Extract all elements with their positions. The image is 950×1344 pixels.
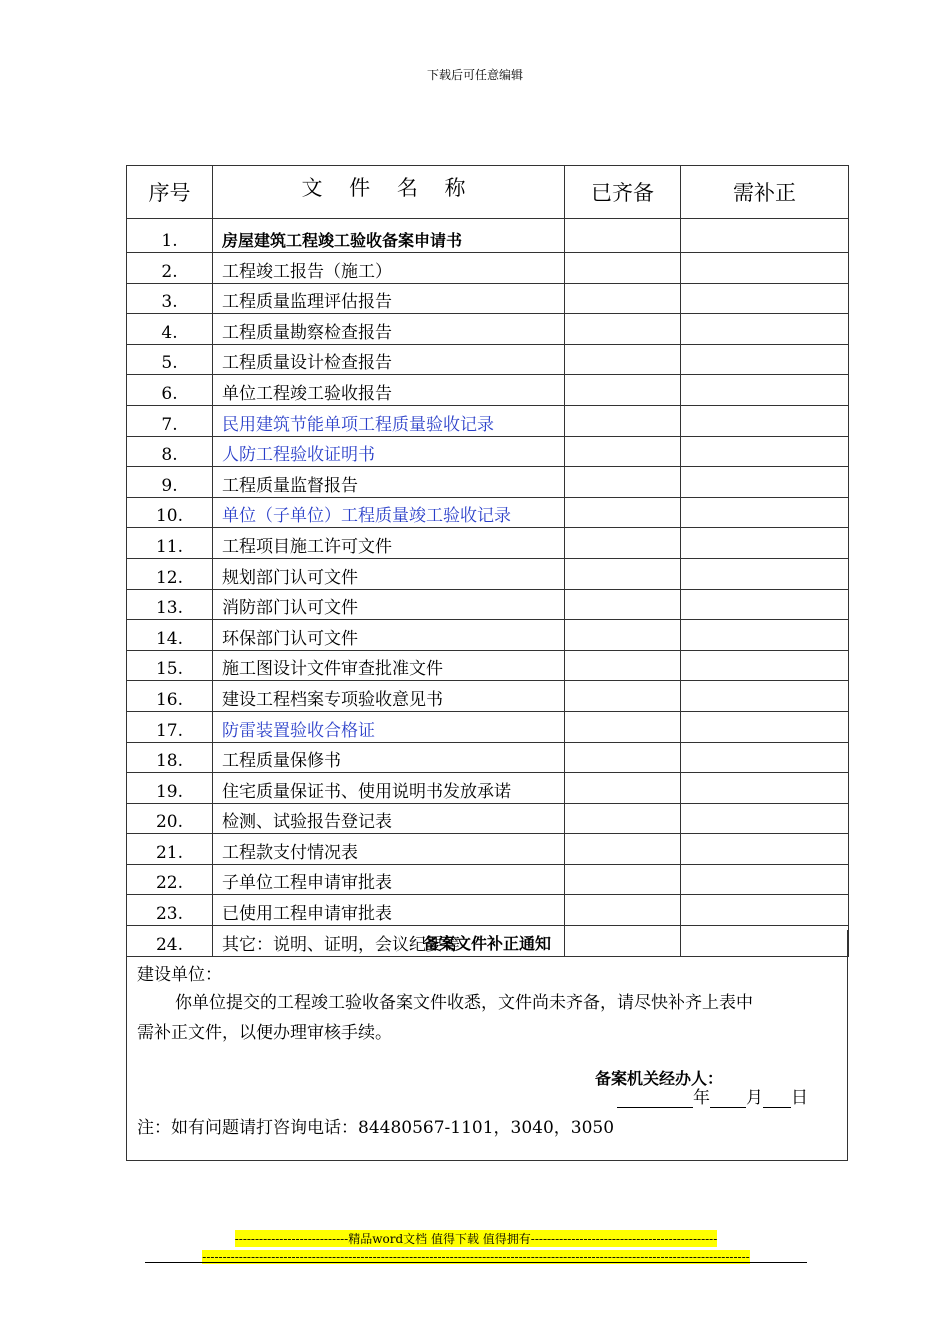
row-document-name: 单位（子单位）工程质量竣工验收记录 (213, 497, 565, 528)
table-row (127, 219, 849, 253)
row-document-name: 防雷装置验收合格证 (213, 711, 565, 742)
row-document-name: 环保部门认可文件 (213, 620, 565, 651)
row-document-name: 工程质量勘察检查报告 (213, 314, 565, 345)
row-document-name: 工程竣工报告（施工） (213, 253, 565, 284)
row-document-name: 已使用工程申请审批表 (213, 895, 565, 926)
table-row (127, 283, 849, 314)
table-row (127, 895, 849, 926)
row-document-name: 施工图设计文件审查批准文件 (213, 650, 565, 681)
row-needs-correction-cell (681, 742, 849, 773)
row-number: 17. (127, 711, 213, 742)
row-needs-correction-cell (681, 375, 849, 406)
header-needs-correction: 需补正 (681, 166, 849, 219)
row-ready-cell (565, 711, 681, 742)
row-needs-correction-cell (681, 253, 849, 284)
row-ready-cell (565, 620, 681, 651)
row-ready-cell (565, 895, 681, 926)
row-document-name: 工程质量设计检查报告 (213, 344, 565, 375)
row-ready-cell (565, 650, 681, 681)
row-needs-correction-cell (681, 467, 849, 498)
header-index: 序号 (127, 166, 213, 219)
row-number: 10. (127, 497, 213, 528)
correction-notice (126, 930, 848, 1161)
row-ready-cell (565, 834, 681, 865)
header-document-name: 文 件 名 称 (213, 166, 565, 219)
notice-title: 备案文件补正通知 (422, 934, 551, 953)
header-ready: 已齐备 (565, 166, 681, 219)
notice-contact: 注：如有问题请打咨询电话：84480567-1101，3040，3050 (137, 1118, 615, 1138)
notice-recipient: 建设单位： (137, 965, 222, 985)
table-row (127, 436, 849, 467)
table-row (127, 773, 849, 804)
row-number: 14. (127, 620, 213, 651)
row-ready-cell (565, 283, 681, 314)
row-document-name: 工程质量保修书 (213, 742, 565, 773)
row-ready-cell (565, 219, 681, 253)
row-document-name: 消防部门认可文件 (213, 589, 565, 620)
row-ready-cell (565, 558, 681, 589)
footer-line1: ----------------------------精品word文档 值得下载 值得拥有---------------------------------------------- (234, 1232, 718, 1246)
row-ready-cell (565, 497, 681, 528)
row-ready-cell (565, 253, 681, 284)
row-ready-cell (565, 314, 681, 345)
row-document-name: 工程项目施工许可文件 (213, 528, 565, 559)
row-document-name: 人防工程验收证明书 (213, 436, 565, 467)
footer-line2: --------------------------------------------------------------------------------------------------------------------------------------- (202, 1250, 750, 1264)
row-needs-correction-cell (681, 803, 849, 834)
row-number: 1. (127, 219, 213, 253)
row-ready-cell (565, 864, 681, 895)
row-ready-cell (565, 589, 681, 620)
table-row (127, 558, 849, 589)
row-number: 2. (127, 253, 213, 284)
row-needs-correction-cell (681, 283, 849, 314)
row-ready-cell (565, 467, 681, 498)
row-number: 5. (127, 344, 213, 375)
table-row (127, 467, 849, 498)
table-row (127, 803, 849, 834)
row-needs-correction-cell (681, 895, 849, 926)
row-number: 24. (127, 926, 213, 957)
table-row (127, 253, 849, 284)
notice-signer: 备案机关经办人： (595, 1069, 724, 1088)
row-number: 23. (127, 895, 213, 926)
row-document-name: 工程质量监督报告 (213, 467, 565, 498)
row-number: 9. (127, 467, 213, 498)
row-needs-correction-cell (681, 436, 849, 467)
row-ready-cell (565, 405, 681, 436)
table-row (127, 834, 849, 865)
row-needs-correction-cell (681, 405, 849, 436)
table-row (127, 497, 849, 528)
row-document-name: 检测、试验报告登记表 (213, 803, 565, 834)
row-number: 21. (127, 834, 213, 865)
row-document-name: 房屋建筑工程竣工验收备案申请书 (213, 219, 565, 253)
row-document-name: 工程款支付情况表 (213, 834, 565, 865)
row-ready-cell (565, 773, 681, 804)
row-needs-correction-cell (681, 344, 849, 375)
row-ready-cell (565, 528, 681, 559)
row-ready-cell (565, 742, 681, 773)
row-ready-cell (565, 803, 681, 834)
row-document-name: 民用建筑节能单项工程质量验收记录 (213, 405, 565, 436)
footer-rule (145, 1262, 807, 1263)
row-document-name: 单位工程竣工验收报告 (213, 375, 565, 406)
row-needs-correction-cell (681, 681, 849, 712)
row-needs-correction-cell (681, 497, 849, 528)
day-label: 日 (791, 1088, 808, 1108)
row-number: 4. (127, 314, 213, 345)
year-label: 年 (693, 1088, 710, 1108)
row-number: 18. (127, 742, 213, 773)
notice-date (617, 1083, 808, 1108)
table-row (127, 681, 849, 712)
table-row (127, 620, 849, 651)
row-needs-correction-cell (681, 219, 849, 253)
year-blank (617, 1091, 693, 1108)
document-checklist-table (126, 165, 849, 957)
row-document-name: 其它：说明、证明，会议纪要等 (213, 926, 565, 957)
row-needs-correction-cell (681, 834, 849, 865)
row-number: 7. (127, 405, 213, 436)
row-needs-correction-cell (681, 864, 849, 895)
table-body (127, 219, 849, 957)
notice-body-line1: 你单位提交的工程竣工验收备案文件收悉，文件尚未齐备，请尽快补齐上表中 (175, 993, 753, 1013)
row-needs-correction-cell (681, 589, 849, 620)
row-needs-correction-cell (681, 528, 849, 559)
table-header-row (127, 166, 849, 219)
row-document-name: 建设工程档案专项验收意见书 (213, 681, 565, 712)
row-needs-correction-cell (681, 711, 849, 742)
table-row (127, 405, 849, 436)
row-document-name: 规划部门认可文件 (213, 558, 565, 589)
row-number: 12. (127, 558, 213, 589)
row-document-name: 子单位工程申请审批表 (213, 864, 565, 895)
row-needs-correction-cell (681, 620, 849, 651)
month-blank (710, 1091, 746, 1108)
row-number: 13. (127, 589, 213, 620)
row-document-name: 住宅质量保证书、使用说明书发放承诺 (213, 773, 565, 804)
row-needs-correction-cell (681, 558, 849, 589)
row-number: 3. (127, 283, 213, 314)
row-needs-correction-cell (681, 773, 849, 804)
row-number: 19. (127, 773, 213, 804)
header-note: 下载后可任意编辑 (426, 68, 523, 82)
row-number: 20. (127, 803, 213, 834)
table-row (127, 650, 849, 681)
table-row (127, 528, 849, 559)
table-row (127, 742, 849, 773)
table-row (127, 864, 849, 895)
row-number: 16. (127, 681, 213, 712)
row-ready-cell (565, 375, 681, 406)
table-row (127, 314, 849, 345)
row-ready-cell (565, 344, 681, 375)
row-needs-correction-cell (681, 314, 849, 345)
notice-body-line2: 需补正文件，以便办理审核手续。 (137, 1023, 392, 1043)
table-row (127, 344, 849, 375)
row-number: 8. (127, 436, 213, 467)
row-number: 6. (127, 375, 213, 406)
row-number: 11. (127, 528, 213, 559)
day-blank (763, 1091, 791, 1108)
table-row (127, 711, 849, 742)
row-number: 22. (127, 864, 213, 895)
table-row (127, 375, 849, 406)
row-ready-cell (565, 436, 681, 467)
row-document-name: 工程质量监理评估报告 (213, 283, 565, 314)
month-label: 月 (746, 1088, 763, 1108)
row-ready-cell (565, 681, 681, 712)
row-number: 15. (127, 650, 213, 681)
row-needs-correction-cell (681, 650, 849, 681)
table-row (127, 589, 849, 620)
